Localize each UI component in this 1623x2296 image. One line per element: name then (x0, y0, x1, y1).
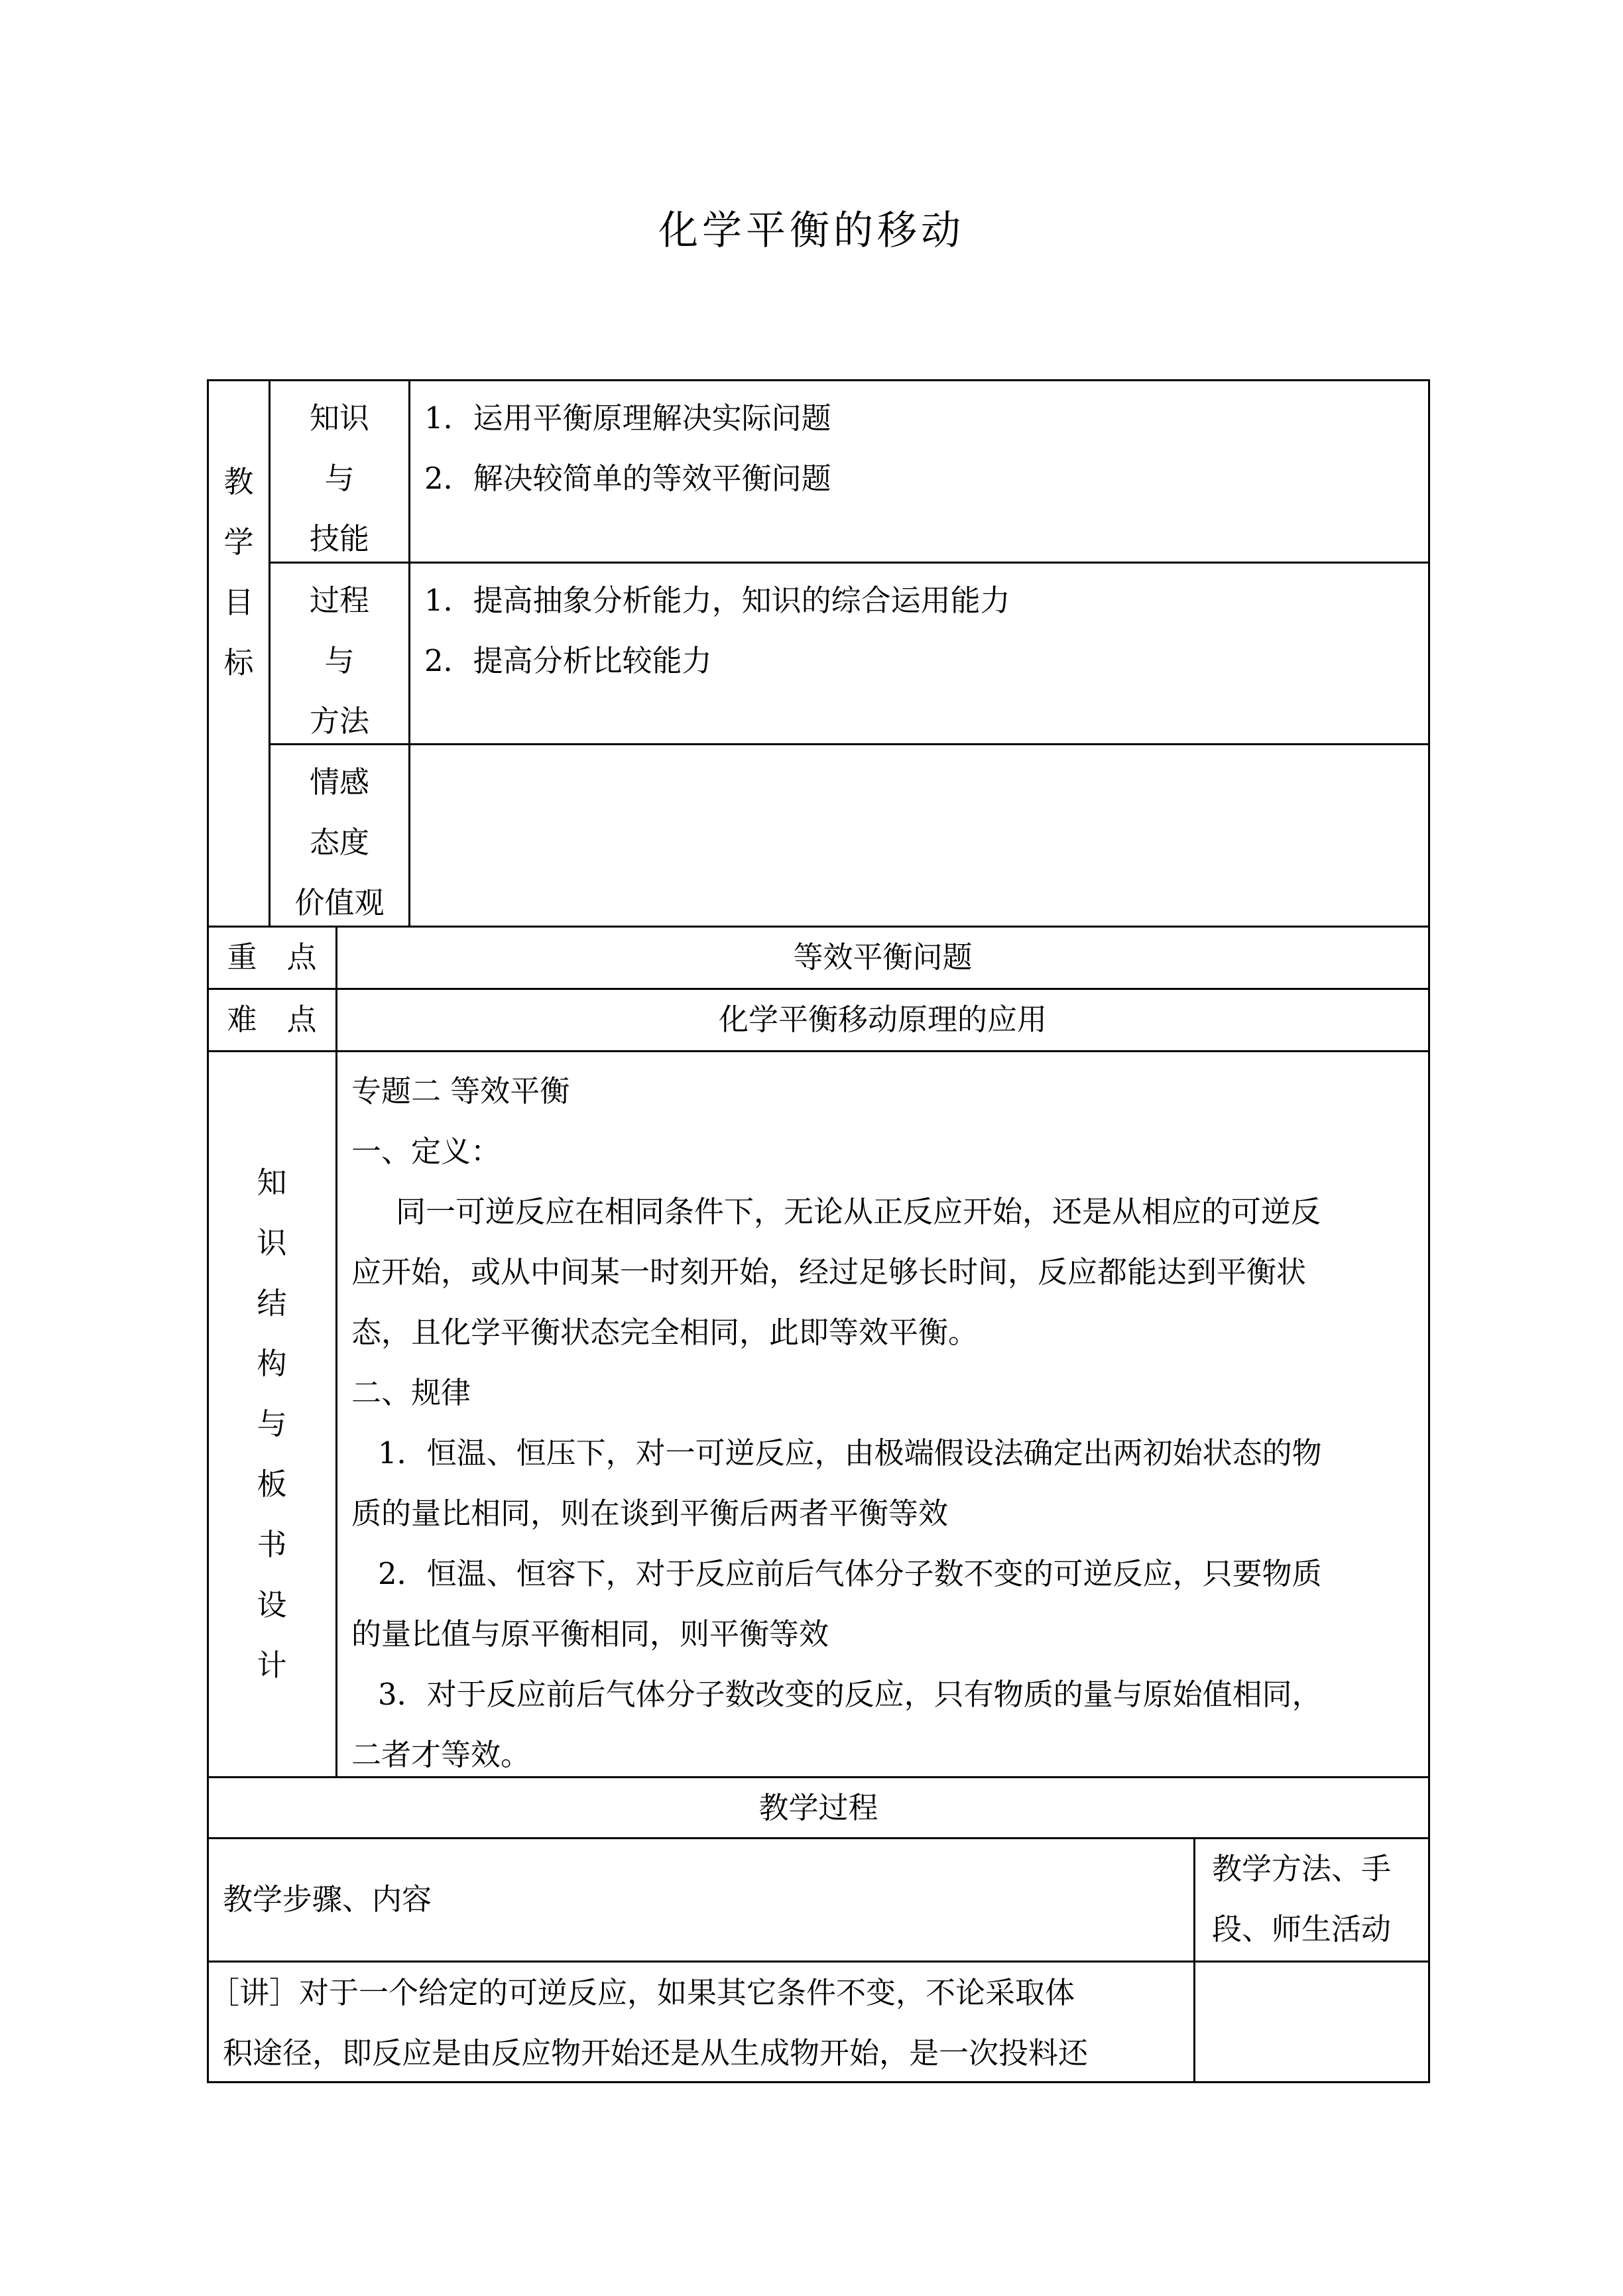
objectives-label-char: 目 (223, 585, 254, 620)
objective-item: 1．提高抽象分析能力，知识的综合运用能力 (424, 583, 1010, 618)
objective-item: 2．解决较简单的等效平衡问题 (424, 461, 831, 496)
objectives-label-char: 教 (223, 464, 254, 499)
objectives-label-char: 标 (223, 645, 254, 680)
structure-line: 质的量比相同，则在谈到平衡后两者平衡等效 (351, 1496, 949, 1531)
emotion-values-category: 情感 态度 价值观 (294, 764, 385, 920)
structure-line: 2．恒温、恒容下，对于反应前后气体分子数不变的可逆反应，只要物质 (378, 1556, 1322, 1591)
structure-line: 的量比值与原平衡相同，则平衡等效 (351, 1616, 829, 1652)
structure-line: 专题二 等效平衡 (351, 1073, 570, 1109)
structure-line: 一、定义： (351, 1134, 501, 1169)
structure-line: 应开始，或从中间某一时刻开始，经过足够长时间，反应都能达到平衡状 (351, 1254, 1307, 1290)
structure-line: 二、规律 (351, 1375, 471, 1410)
column-divider (335, 926, 337, 1778)
structure-line: 3．对于反应前后气体分子数改变的反应，只有物质的量与原始值相同， (378, 1677, 1322, 1712)
process-header: 教学过程 (758, 1790, 878, 1825)
process-methods-items (424, 570, 1419, 691)
page-title: 化学平衡的移动 (658, 208, 965, 254)
objective-item: 2．提高分析比较能力 (424, 643, 712, 678)
structure-line: 二者才等效。 (351, 1737, 531, 1772)
structure-line: 1．恒温、恒压下，对一可逆反应，由极端假设法确定出两初始状态的物 (378, 1435, 1322, 1471)
process-line: 积途径，即反应是由反应物开始还是从生成物开始，是一次投料还 (223, 2035, 1089, 2071)
key-point-value: 等效平衡问题 (793, 939, 973, 975)
steps-column-header: 教学步骤、内容 (223, 1882, 432, 1917)
knowledge-skills-category: 知识 与 技能 (309, 400, 369, 556)
row-divider (207, 1050, 1430, 1052)
table-border-top (207, 379, 1430, 381)
methods-column-header: 教学方法、手 段、师生活动 (1212, 1851, 1392, 1947)
structure-line: 同一可逆反应在相同条件下，无论从正反应开始，还是从相应的可逆反 (396, 1194, 1321, 1229)
key-point-label: 重 点 (227, 939, 317, 975)
structure-content (351, 1061, 1425, 1785)
objective-item: 1．运用平衡原理解决实际问题 (424, 400, 831, 436)
difficult-point-label: 难 点 (227, 1002, 317, 1037)
objectives-label-char: 学 (223, 524, 254, 560)
process-line: ［讲］对于一个给定的可逆反应，如果其它条件不变，不论采取体 (210, 1975, 1075, 2010)
column-divider (1193, 1837, 1195, 2083)
process-methods-category: 过程 与 方法 (309, 583, 369, 739)
column-divider (408, 379, 410, 927)
row-divider (269, 562, 1430, 564)
process-body (210, 1963, 1191, 2083)
structure-label: 知 识 结 构 与 板 书 设 计 (257, 1165, 287, 1683)
objectives-label (209, 452, 269, 693)
structure-line: 态，且化学平衡状态完全相同，此即等效平衡。 (351, 1315, 979, 1350)
row-divider (269, 743, 1430, 745)
table-border-right (1428, 379, 1430, 2083)
difficult-point-value: 化学平衡移动原理的应用 (718, 1002, 1047, 1037)
knowledge-skills-items (424, 388, 1419, 509)
